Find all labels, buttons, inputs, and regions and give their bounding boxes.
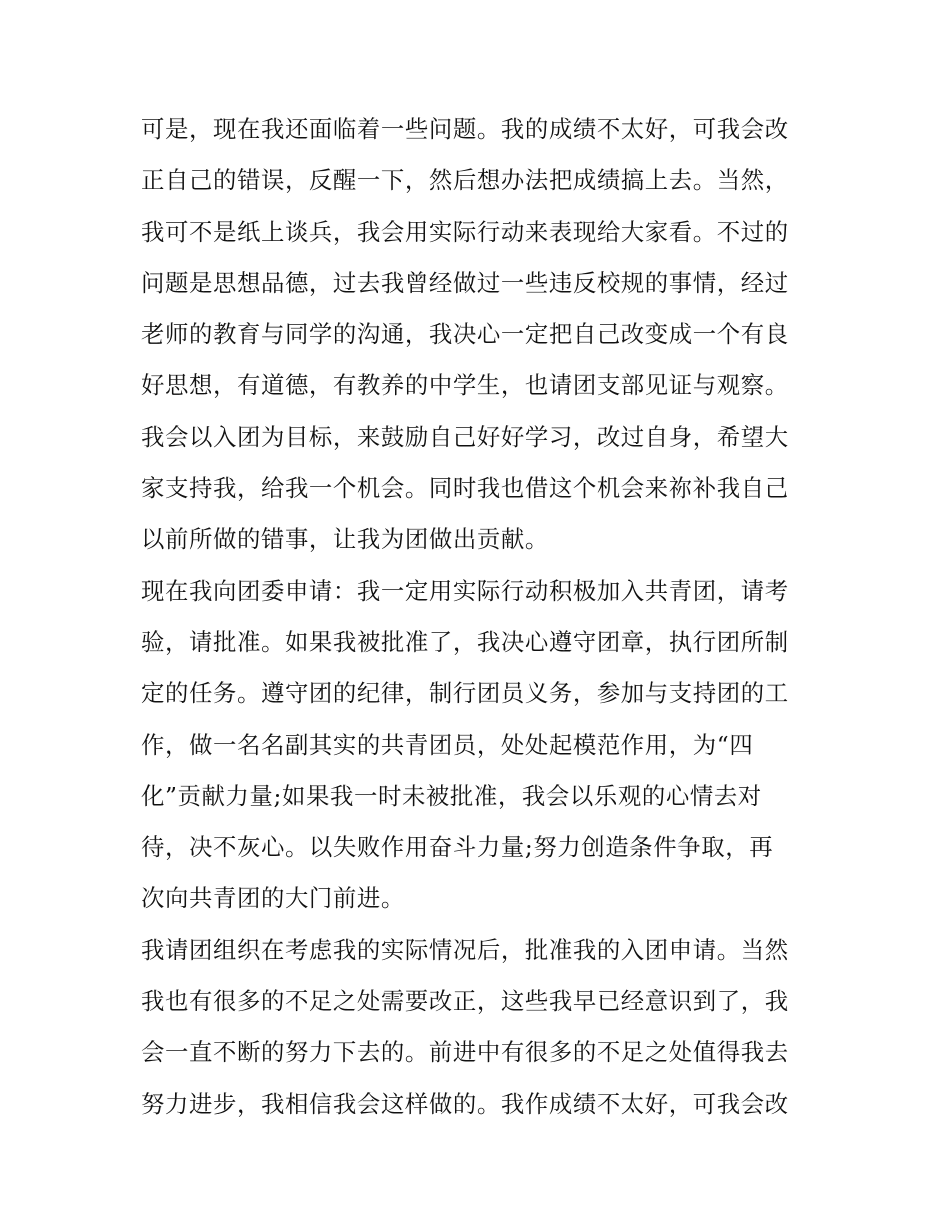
text-line: 老师的教育与同学的沟通，我决心一定把自己改变成一个有良 [141,320,789,349]
text-line: 化”贡献力量;如果我一时未被批准，我会以乐观的心情去对 [141,781,762,810]
document-body [141,104,813,1130]
text-line: 好思想，有道德，有教养的中学生，也请团支部见证与观察。 [141,371,789,400]
text-line: 可是，现在我还面临着一些问题。我的成绩不太好，可我会改 [141,115,789,143]
text-line: 待，决不灰心。以失败作用奋斗力量;努力创造条件争取，再 [141,833,774,862]
text-line: 定的任务。遵守团的纪律，制行团员义务，参加与支持团的工 [141,679,789,708]
text-line: 次向共青团的大门前进。 [141,884,405,913]
text-line: 家支持我，给我一个机会。同时我也借这个机会来祢补我自己 [141,474,789,503]
text-line: 问题是思想品德，过去我曾经做过一些违反校规的事情，经过 [141,268,789,297]
text-line: 我请团组织在考虑我的实际情况后，批准我的入团申请。当然 [141,935,789,964]
text-line: 正自己的错误，反醒一下，然后想办法把成绩搞上去。当然， [141,166,789,195]
text-line: 我会以入团为目标，来鼓励自己好好学习，改过自身，希望大 [141,422,789,451]
text-line: 我也有很多的不足之处需要改正，这些我早已经意识到了，我 [141,987,789,1016]
text-line: 我可不是纸上谈兵，我会用实际行动来表现给大家看。不过的 [141,217,789,246]
text-line: 会一直不断的努力下去的。前进中有很多的不足之处值得我去 [141,1038,789,1067]
text-line: 以前所做的错事，让我为团做出贡献。 [141,525,549,554]
text-line: 验，请批准。如果我被批准了，我决心遵守团章，执行团所制 [141,627,789,656]
text-line: 作，做一名名副其实的共青团员，处处起模范作用，为“四 [141,730,754,759]
text-line: 现在我向团委申请：我一定用实际行动积极加入共青团，请考 [141,576,789,605]
text-line: 努力进步，我相信我会这样做的。我作成绩不太好，可我会改 [141,1089,789,1118]
